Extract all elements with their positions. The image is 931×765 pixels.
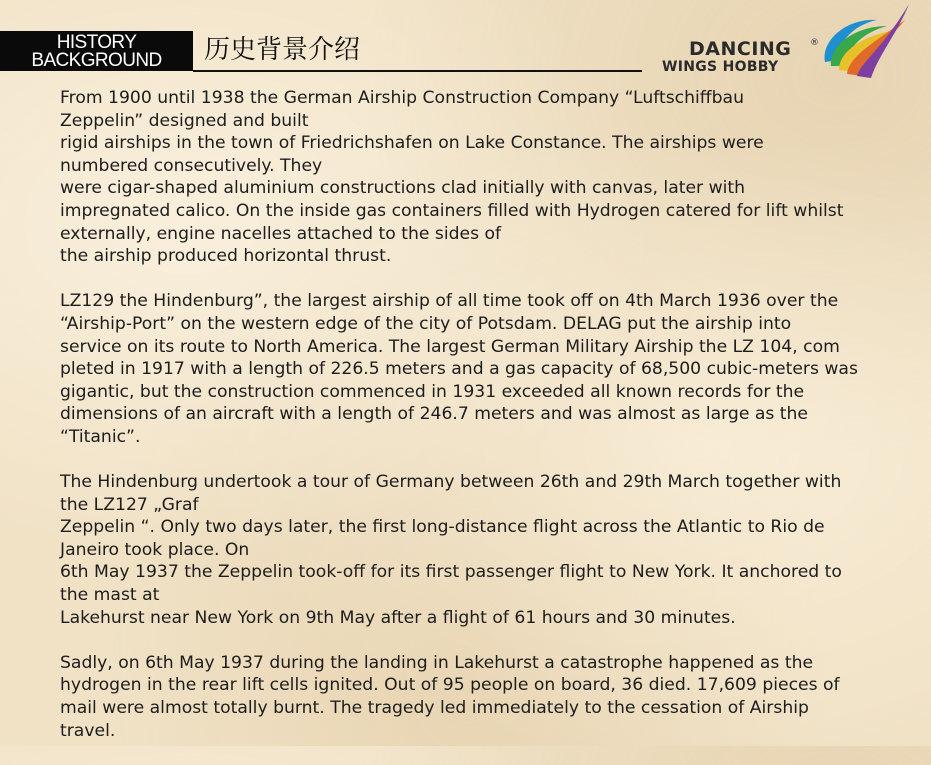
dancing-wings-hobby-logo <box>662 0 922 80</box>
paragraph-line: travel. <box>60 720 116 741</box>
history-text-body <box>60 87 885 765</box>
paragraph-line: were cigar-shaped aluminium constructions clad initially with canvas, later with <box>60 178 746 199</box>
paragraph-line: Lakehurst near New York on 9th May after a flight of 61 hours and 30 minutes. <box>60 607 736 628</box>
history-paragraph <box>60 652 885 742</box>
history-paragraph <box>60 471 885 629</box>
paragraph-line: Sadly, on 6th May 1937 during the landing in Lakehurst a catastrophe happened as the <box>60 652 814 673</box>
paragraph-line: the LZ127 „Graf <box>60 494 199 515</box>
registered-mark: ® <box>810 38 819 48</box>
paragraph-line: LZ129 the Hindenburg”, the largest airship of all time took off on 4th March 1936 over the <box>60 291 839 312</box>
wings-swirl-icon <box>817 0 912 80</box>
paragraph-line: rigid airships in the town of Friedrichshafen on Lake Constance. The airships were <box>60 133 764 154</box>
paragraph-line: gigantic, but the construction commenced in 1931 exceeded all known records for the <box>60 381 805 402</box>
logo-text-line-1: DANCING <box>689 38 792 60</box>
paragraph-line: Zeppelin “. Only two days later, the first long-distance flight across the Atlantic to Rio de <box>60 517 825 538</box>
paragraph-line: externally, engine nacelles attached to the sides of <box>60 223 502 244</box>
badge-line-1: HISTORY <box>56 32 137 53</box>
paragraph-line: hydrogen in the rear lift cells ignited. Out of 95 people on board, 36 died. 17,609 pieces of <box>60 675 840 696</box>
chinese-section-title: 历史背景介绍 <box>204 35 361 65</box>
paragraph-line: impregnated calico. On the inside gas containers filled with Hydrogen catered for lift whilst <box>60 200 844 221</box>
paragraph-line: Janeiro took place. On <box>60 539 250 560</box>
paragraph-line: 6th May 1937 the Zeppelin took-off for its first passenger flight to New York. It anchored to <box>60 562 842 583</box>
paragraph-line: From 1900 until 1938 the German Airship Construction Company “Luftschiffbau <box>60 88 744 108</box>
page-header <box>0 0 931 82</box>
paragraph-line: dimensions of an aircraft with a length of 246.7 meters and was almost as large as the <box>60 404 809 425</box>
logo-text-line-2: WINGS HOBBY <box>662 59 779 75</box>
paragraph-line: Zeppelin” designed and built <box>60 110 309 131</box>
history-paragraph <box>60 290 885 448</box>
paragraph-line: service on its route to North America. The largest German Military Airship the LZ 104, com <box>60 336 840 357</box>
history-background-badge <box>0 31 193 71</box>
paragraph-line: the airship produced horizontal thrust. <box>60 246 392 267</box>
paragraph-line: “Airship-Port” on the western edge of the city of Potsdam. DELAG put the airship into <box>60 313 792 334</box>
paragraph-line: “Titanic”. <box>60 426 141 447</box>
header-divider <box>193 70 642 72</box>
history-paragraph <box>60 87 885 268</box>
paragraph-line: numbered consecutively. They <box>60 155 323 176</box>
paragraph-line: mail were almost totally burnt. The tragedy led immediately to the cessation of Airship <box>60 698 809 719</box>
paragraph-line: The Hindenburg undertook a tour of Germany between 26th and 29th March together with <box>60 472 842 493</box>
badge-line-2: BACKGROUND <box>31 50 162 71</box>
paragraph-line: the mast at <box>60 585 160 606</box>
paragraph-line: pleted in 1917 with a length of 226.5 meters and a gas capacity of 68,500 cubic-meters was <box>60 359 858 380</box>
